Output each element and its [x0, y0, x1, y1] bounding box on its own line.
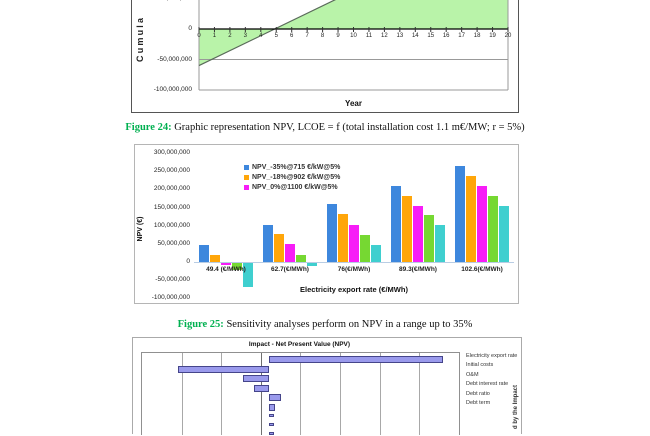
x-tick-label: 10: [350, 33, 357, 39]
legend-swatch: [244, 165, 249, 170]
x-tick-label: 14: [411, 33, 419, 39]
x-tick-label: 3: [243, 33, 248, 39]
bar: [274, 234, 283, 262]
x-tick-label: 15: [427, 33, 435, 39]
bar: [349, 225, 358, 262]
tornado-category-label: Debt ratio: [466, 390, 490, 397]
legend-label: NPV_-35%@715 €/kW@5%: [252, 163, 341, 171]
y-tick-label: [132, 0, 192, 2]
x-tick-label: 0: [197, 33, 201, 39]
gridline: [380, 353, 381, 435]
tornado-bar: [243, 375, 269, 382]
x-tick-label: 7: [305, 33, 309, 39]
x-tick-label: 6: [290, 33, 294, 39]
legend-swatch: [244, 175, 249, 180]
y-tick-label: 50,000,000: [157, 239, 190, 247]
tornado-bar: [178, 366, 269, 373]
tornado-plot-area: [141, 352, 460, 435]
bar: [296, 255, 305, 262]
npv-impact-tornado-chart: [132, 337, 522, 434]
figure24-label: Figure 24:: [125, 122, 172, 133]
legend-swatch: [244, 185, 249, 190]
x-tick-label: 20: [504, 33, 512, 39]
x-tick-label: 16: [442, 33, 450, 39]
bar: [435, 225, 444, 262]
gridline: [340, 353, 341, 435]
x-tick-label: 18: [473, 33, 481, 39]
bar: [285, 244, 294, 262]
x-category-label: 102.6(€/MWh): [461, 266, 503, 273]
bar-chart-legend: [244, 162, 340, 192]
y-tick-label: -100,000,000: [151, 294, 190, 302]
bar: [327, 204, 336, 262]
bar: [488, 196, 497, 262]
tornado-category-label: O&M: [466, 371, 479, 378]
bar: [477, 186, 486, 262]
legend-label: NPV_0%@1100 €/kW@5%: [252, 183, 338, 191]
figure25-caption-text: Sensitivity analyses perform on NPV in a range up to 35%: [223, 319, 473, 330]
bar: [199, 245, 208, 262]
npv-bar-chart: [134, 144, 519, 304]
x-category-label: 62.7(€/MWh): [271, 266, 309, 273]
x-tick-label: 13: [396, 33, 404, 39]
x-tick-label: 8: [320, 33, 325, 39]
y-tick-label: 150,000,000: [153, 203, 190, 211]
tornado-bar: [269, 356, 443, 363]
x-tick-label: 12: [381, 33, 388, 39]
bar: [455, 166, 464, 262]
figure24-caption-text: Graphic representation NPV, LCOE = f (total installation cost 1.1 m€/MW; r = 5%): [171, 122, 525, 133]
bar: [466, 176, 475, 262]
bar: [210, 255, 219, 262]
cumulative-cashflow-chart: [131, 0, 519, 113]
tornado-category-label: Electricity export rate: [466, 352, 518, 359]
x-tick-label: 9: [336, 33, 340, 39]
axis-tick-stub: [269, 414, 274, 417]
bar: [413, 206, 422, 262]
y-tick-label: -50,000,000: [155, 276, 190, 284]
y-tick-label: 0: [188, 25, 192, 32]
x-tick-label: 11: [365, 33, 373, 39]
bar-chart-zero-axis: [194, 262, 514, 263]
x-tick-label: 4: [259, 33, 263, 39]
tornado-bar: [254, 385, 269, 392]
legend-label: NPV_-18%@902 €/kW@5%: [252, 173, 341, 181]
bar-chart-plot-area: [194, 145, 514, 303]
tornado-bar: [269, 394, 281, 401]
tornado-bar: [269, 404, 275, 411]
x-tick-label: 17: [458, 33, 465, 39]
bar-chart-y-axis-label: NPV (€): [137, 216, 144, 242]
bar: [402, 196, 411, 262]
x-category-label: 49.4 (€/MWh): [206, 266, 246, 273]
bar: [424, 215, 433, 262]
y-tick-label: -100,000,000: [153, 86, 192, 93]
y-tick-label: 200,000,000: [153, 185, 190, 193]
x-category-label: 89.3(€/MWh): [399, 266, 437, 273]
cumulative-chart-y-axis-label: Cumula: [135, 15, 145, 62]
axis-tick-stub: [269, 423, 274, 426]
bar: [499, 206, 508, 262]
y-tick-label: 0: [186, 258, 190, 265]
gridline: [419, 353, 420, 435]
bar: [221, 263, 230, 265]
bar: [263, 225, 272, 262]
x-tick-label: 19: [489, 33, 496, 39]
cumulative-chart-x-axis-title: Year: [345, 99, 362, 108]
figure25-caption: [0, 319, 650, 330]
gridline: [300, 353, 301, 435]
tornado-side-axis-label: d by the Impact: [513, 385, 519, 430]
legend-item: [244, 162, 340, 172]
cumulative-area-plot: [199, 0, 509, 91]
bar: [360, 235, 369, 262]
legend-item: [244, 172, 340, 182]
tornado-category-label: Debt term: [466, 400, 491, 406]
legend-item: [244, 182, 340, 192]
figure24-caption: [0, 122, 650, 133]
bar: [391, 186, 400, 262]
figure25-label: Figure 25:: [177, 319, 224, 330]
axis-tick-stub: [269, 432, 274, 435]
y-tick-label: 250,000,000: [153, 167, 190, 175]
tornado-chart-title: Impact - Net Present Value (NPV): [248, 341, 351, 348]
x-tick-label: 1: [212, 33, 217, 39]
y-tick-label: 300,000,000: [153, 149, 190, 156]
bar: [371, 245, 380, 262]
bar: [338, 214, 347, 262]
bar-chart-x-axis-title: Electricity export rate (€/MWh): [300, 285, 408, 294]
x-category-label: 76(€/MWh): [337, 266, 371, 273]
x-tick-label: 5: [274, 33, 278, 39]
tornado-category-label: Debt interest rate: [466, 381, 509, 387]
y-tick-label: -50,000,000: [157, 55, 192, 63]
y-tick-label: 100,000,000: [153, 221, 190, 229]
x-tick-label: 2: [228, 33, 232, 39]
tornado-category-label: Initial costs: [466, 362, 494, 368]
